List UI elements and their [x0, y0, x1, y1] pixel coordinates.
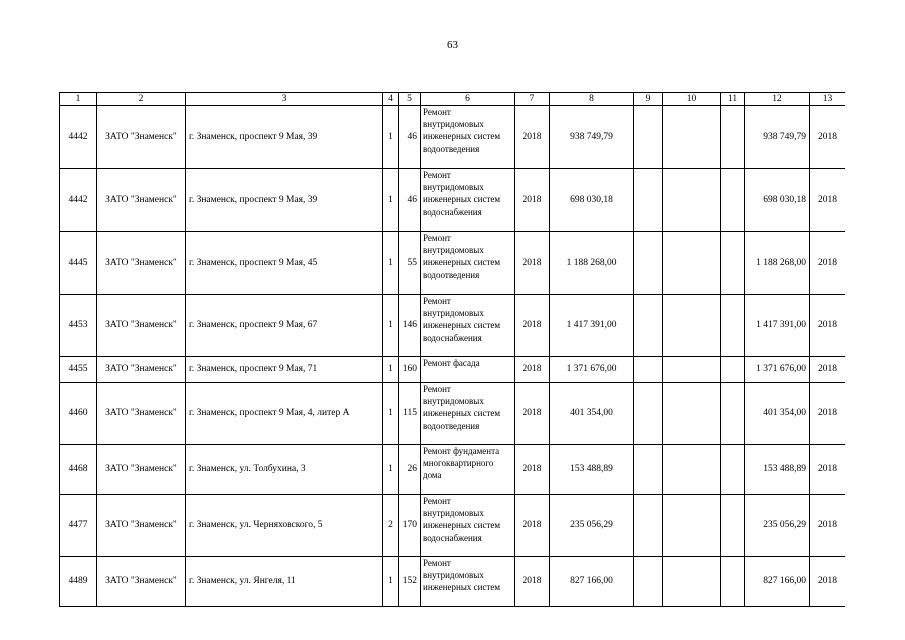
- cell-id: 4442: [60, 169, 97, 232]
- cell-id: 4442: [60, 106, 97, 169]
- cell-col11: [721, 445, 745, 495]
- cell-col5: 55: [399, 232, 421, 295]
- cell-address: г. Знаменск, проспект 9 Мая, 71: [186, 357, 383, 383]
- cell-municipality: ЗАТО "Знаменск": [97, 357, 186, 383]
- cell-municipality: ЗАТО "Знаменск": [97, 383, 186, 445]
- cell-col9: [634, 383, 663, 445]
- cell-col10: [663, 357, 721, 383]
- table-row: [60, 495, 846, 557]
- cell-col10: [663, 557, 721, 607]
- cell-municipality: ЗАТО "Знаменск": [97, 106, 186, 169]
- cell-col10: [663, 169, 721, 232]
- cell-id: 4445: [60, 232, 97, 295]
- column-header: 11: [721, 93, 745, 106]
- table-row: [60, 557, 846, 607]
- cell-total: 827 166,00: [745, 557, 810, 607]
- cell-work-type: Ремонт фасада: [421, 357, 515, 383]
- cell-year-end: 2018: [810, 357, 846, 383]
- cell-work-type: Ремонт внутридомовых инженерных систем водоотведения: [421, 106, 515, 169]
- cell-col5: 160: [399, 357, 421, 383]
- cell-work-type: Ремонт внутридомовых инженерных систем водоотведения: [421, 383, 515, 445]
- cell-col4: 1: [383, 383, 399, 445]
- cell-col11: [721, 232, 745, 295]
- cell-col4: 1: [383, 106, 399, 169]
- column-header: 4: [383, 93, 399, 106]
- cell-work-type: Ремонт внутридомовых инженерных систем водоснабжения: [421, 295, 515, 357]
- column-header: 7: [515, 93, 550, 106]
- cell-year: 2018: [515, 106, 550, 169]
- cell-work-type: Ремонт внутридомовых инженерных систем: [421, 557, 515, 607]
- cell-col9: [634, 106, 663, 169]
- cell-amount: 1 417 391,00: [550, 295, 634, 357]
- cell-work-type: Ремонт внутридомовых инженерных систем водоснабжения: [421, 169, 515, 232]
- cell-year-end: 2018: [810, 557, 846, 607]
- cell-id: 4477: [60, 495, 97, 557]
- cell-col11: [721, 295, 745, 357]
- cell-col4: 1: [383, 357, 399, 383]
- cell-address: г. Знаменск, проспект 9 Мая, 67: [186, 295, 383, 357]
- table-row: [60, 106, 846, 169]
- cell-amount: 827 166,00: [550, 557, 634, 607]
- cell-col4: 1: [383, 557, 399, 607]
- cell-year-end: 2018: [810, 295, 846, 357]
- capital-repair-table: [59, 92, 845, 607]
- cell-municipality: ЗАТО "Знаменск": [97, 232, 186, 295]
- cell-municipality: ЗАТО "Знаменск": [97, 295, 186, 357]
- cell-total: 1 417 391,00: [745, 295, 810, 357]
- column-header: 10: [663, 93, 721, 106]
- cell-id: 4468: [60, 445, 97, 495]
- cell-work-type: Ремонт внутридомовых инженерных систем водоснабжения: [421, 495, 515, 557]
- cell-year: 2018: [515, 357, 550, 383]
- cell-address: г. Знаменск, проспект 9 Мая, 4, литер А: [186, 383, 383, 445]
- cell-col9: [634, 295, 663, 357]
- cell-year-end: 2018: [810, 232, 846, 295]
- cell-year: 2018: [515, 557, 550, 607]
- cell-col5: 26: [399, 445, 421, 495]
- cell-address: г. Знаменск, ул. Черняховского, 5: [186, 495, 383, 557]
- cell-total: 401 354,00: [745, 383, 810, 445]
- cell-col11: [721, 169, 745, 232]
- cell-col10: [663, 106, 721, 169]
- cell-col10: [663, 232, 721, 295]
- cell-col9: [634, 495, 663, 557]
- cell-col10: [663, 383, 721, 445]
- cell-col11: [721, 383, 745, 445]
- cell-municipality: ЗАТО "Знаменск": [97, 445, 186, 495]
- cell-year: 2018: [515, 169, 550, 232]
- document-table-wrapper: [59, 92, 845, 608]
- cell-col11: [721, 495, 745, 557]
- cell-id: 4460: [60, 383, 97, 445]
- cell-work-type: Ремонт фундамента многоквартирного дома: [421, 445, 515, 495]
- column-header: 9: [634, 93, 663, 106]
- table-row: [60, 357, 846, 383]
- cell-total: 698 030,18: [745, 169, 810, 232]
- cell-year: 2018: [515, 232, 550, 295]
- table-row: [60, 383, 846, 445]
- cell-col11: [721, 557, 745, 607]
- cell-col5: 152: [399, 557, 421, 607]
- cell-year: 2018: [515, 383, 550, 445]
- cell-amount: 153 488,89: [550, 445, 634, 495]
- cell-col4: 1: [383, 445, 399, 495]
- column-header: 13: [810, 93, 846, 106]
- cell-amount: 698 030,18: [550, 169, 634, 232]
- cell-col4: 1: [383, 295, 399, 357]
- table-row: [60, 445, 846, 495]
- cell-address: г. Знаменск, ул. Янгеля, 11: [186, 557, 383, 607]
- cell-total: 235 056,29: [745, 495, 810, 557]
- cell-municipality: ЗАТО "Знаменск": [97, 169, 186, 232]
- cell-amount: 1 371 676,00: [550, 357, 634, 383]
- cell-col9: [634, 232, 663, 295]
- cell-year-end: 2018: [810, 383, 846, 445]
- cell-col11: [721, 106, 745, 169]
- cell-col10: [663, 295, 721, 357]
- table-row: [60, 169, 846, 232]
- cell-col11: [721, 357, 745, 383]
- cell-total: 1 188 268,00: [745, 232, 810, 295]
- cell-year: 2018: [515, 495, 550, 557]
- cell-col9: [634, 169, 663, 232]
- cell-id: 4453: [60, 295, 97, 357]
- table-row: [60, 232, 846, 295]
- column-header: 12: [745, 93, 810, 106]
- cell-col9: [634, 357, 663, 383]
- cell-year-end: 2018: [810, 106, 846, 169]
- cell-id: 4455: [60, 357, 97, 383]
- cell-col10: [663, 445, 721, 495]
- cell-col4: 1: [383, 232, 399, 295]
- cell-year: 2018: [515, 295, 550, 357]
- cell-address: г. Знаменск, проспект 9 Мая, 39: [186, 106, 383, 169]
- cell-col5: 46: [399, 106, 421, 169]
- table-row: [60, 295, 846, 357]
- cell-col10: [663, 495, 721, 557]
- cell-address: г. Знаменск, ул. Толбухина, 3: [186, 445, 383, 495]
- column-header: 8: [550, 93, 634, 106]
- column-header: 5: [399, 93, 421, 106]
- cell-municipality: ЗАТО "Знаменск": [97, 557, 186, 607]
- cell-year-end: 2018: [810, 169, 846, 232]
- cell-amount: 1 188 268,00: [550, 232, 634, 295]
- cell-amount: 401 354,00: [550, 383, 634, 445]
- header-row: [60, 93, 846, 106]
- cell-col9: [634, 445, 663, 495]
- column-header: 6: [421, 93, 515, 106]
- column-header: 2: [97, 93, 186, 106]
- cell-col5: 46: [399, 169, 421, 232]
- cell-col5: 146: [399, 295, 421, 357]
- cell-total: 938 749,79: [745, 106, 810, 169]
- cell-year: 2018: [515, 445, 550, 495]
- column-header: 1: [60, 93, 97, 106]
- cell-address: г. Знаменск, проспект 9 Мая, 39: [186, 169, 383, 232]
- page-number: 63: [447, 39, 458, 51]
- cell-col5: 170: [399, 495, 421, 557]
- cell-address: г. Знаменск, проспект 9 Мая, 45: [186, 232, 383, 295]
- cell-work-type: Ремонт внутридомовых инженерных систем водоотведения: [421, 232, 515, 295]
- cell-col4: 1: [383, 169, 399, 232]
- cell-amount: 938 749,79: [550, 106, 634, 169]
- cell-municipality: ЗАТО "Знаменск": [97, 495, 186, 557]
- cell-id: 4489: [60, 557, 97, 607]
- cell-col9: [634, 557, 663, 607]
- cell-total: 153 488,89: [745, 445, 810, 495]
- column-header: 3: [186, 93, 383, 106]
- cell-year-end: 2018: [810, 445, 846, 495]
- cell-col4: 2: [383, 495, 399, 557]
- cell-total: 1 371 676,00: [745, 357, 810, 383]
- cell-year-end: 2018: [810, 495, 846, 557]
- cell-amount: 235 056,29: [550, 495, 634, 557]
- cell-col5: 115: [399, 383, 421, 445]
